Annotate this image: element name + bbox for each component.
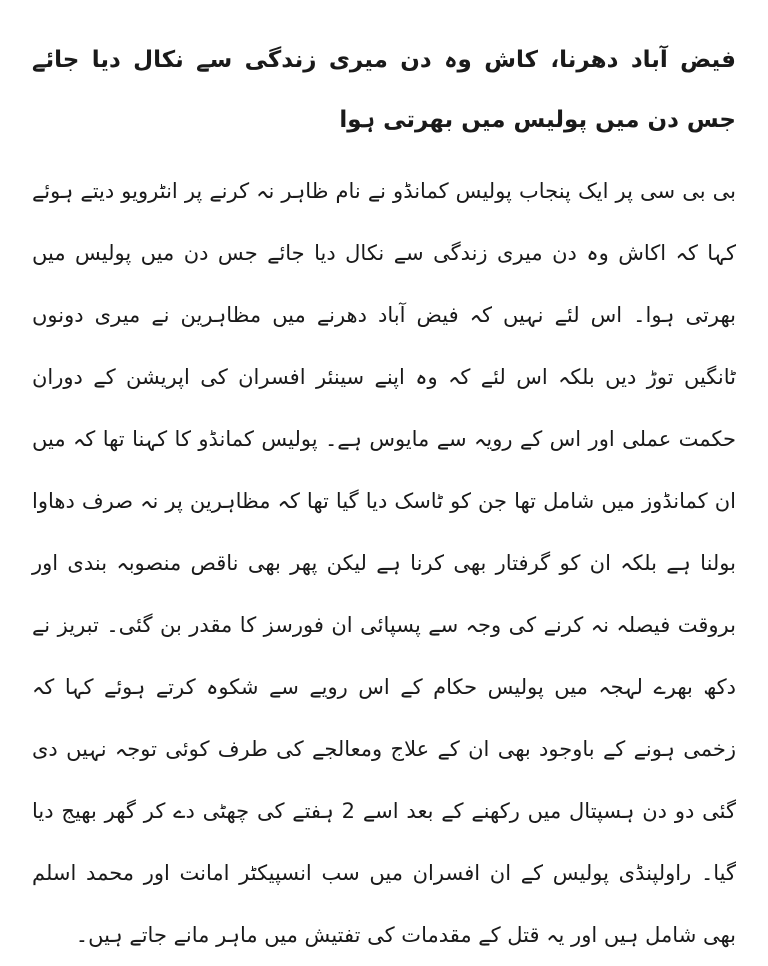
article-title: فیض آباد دھرنا، کاش وہ دن میری زندگی سے نکال دیا جائے جس دن میں پولیس میں بھرتی ہوا [32, 47, 736, 133]
article-body: بی بی سی پر ایک پنجاب پولیس کمانڈو نے نام ظاہر نہ کرنے پر انٹرویو دیتے ہوئے کہا کہ اکاش وہ دن میری زندگی سے نکال دیا جائے جس دن میں پولیس میں بھرتی ہوا۔ اس لئے نہیں کہ فیض آباد دھرنے میں مظاہرین نے میری دونوں ٹانگیں توڑ دیں بلکہ اس لئے کہ وہ اپنے سینئر افسران کی اپریشن کے دوران حکمت عملی اور اس کے رویہ سے مایوس ہے۔ پولیس کمانڈو کا کہنا تھا کہ میں ان کمانڈوز میں شامل تھا جن کو ٹاسک دیا گیا تھا کہ مظاہرین پر نہ صرف دھاوا بولنا ہے بلکہ ان کو گرفتار بھی کرنا ہے لیکن پھر بھی ناقص منصوبہ بندی اور بروقت فیصلہ نہ کرنے کی وجہ سے پسپائی ان فورسز کا مقدر بن گئی۔ تبریز نے دکھ بھرے لہجہ میں پولیس حکام کے اس رویے سے شکوہ کرتے ہوئے کہا کہ زخمی ہونے کے باوجود بھی ان کے علاج ومعالجے کی طرف کوئی توجہ نہیں دی گئی دو دن ہسپتال میں رکھنے کے بعد اسے 2 ہفتے کی چھٹی دے کر گھر بھیج دیا گیا۔ راولپنڈی پولیس کے ان افسران میں سب انسپیکٹر امانت اور محمد اسلم بھی شامل ہیں اور یہ قتل کے مقدمات کی تفتیش میں ماہر مانے جاتے ہیں۔ [32, 179, 736, 947]
